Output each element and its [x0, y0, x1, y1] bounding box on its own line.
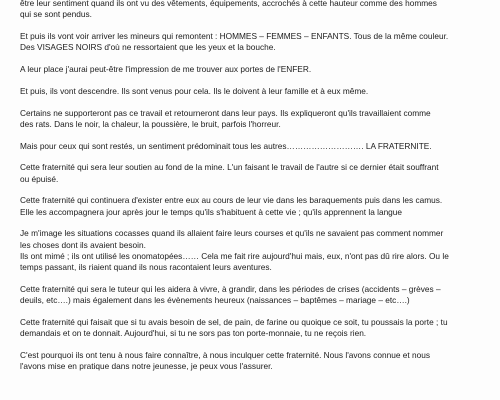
paragraph	[20, 141, 492, 152]
text-line: A leur place j'aurai peut-être l'impression de me trouver aux portes de l'ENFER.	[20, 64, 312, 74]
text-line: C'est pourquoi ils ont tenu à nous faire connaître, à nous inculquer cette fraternité. Nous l'avons connue et nous	[20, 349, 430, 360]
paragraph	[20, 284, 492, 306]
paragraph	[20, 64, 492, 75]
paragraph	[20, 317, 492, 339]
paragraph	[20, 0, 492, 20]
text-line: Et puis, ils vont descendre. Ils sont venus pour cela. Ils le doivent à leur famille et à eux même.	[20, 85, 369, 96]
paragraph	[20, 350, 492, 372]
text-line: Je m'image les situations cocasses quand ils allaient faire leurs courses et qu'ils ne savaient pas comment nommer	[20, 228, 444, 239]
text-line: temps passant, ils riaient quand ils nous racontaient leurs aventures.	[20, 262, 272, 272]
text-line: deuils, etc….) mais également dans les évènements heureux (naissances – baptêmes – mariage – etc….)	[20, 295, 410, 305]
text-line: qui se sont pendus.	[20, 9, 92, 20]
text-line: demandais et on te donnait. Aujourd'hui, si tu ne sors pas ton porte-monnaie, tu ne reçois rien.	[20, 328, 367, 338]
paragraph	[20, 86, 492, 97]
text-line: Cette fraternité qui faisait que si tu avais besoin de sel, de pain, de farine ou quoique ce soit, tu poussais la porte ; tu	[20, 316, 448, 327]
paragraph	[20, 108, 492, 130]
text-line: les choses dont ils avaient besoin.	[20, 239, 146, 250]
paragraph	[20, 195, 492, 217]
text-line: ou épuisé.	[20, 173, 59, 184]
text-line: être leur sentiment quand ils ont vu des vêtements, équipements, accrochés à cette hauteur comme des hommes	[20, 0, 437, 8]
text-line: Cette fraternité qui sera leur soutien au fond de la mine. L'un faisant le travail de l'autre si ce dernier était souffrant	[20, 162, 439, 173]
text-line: Ils ont mimé ; ils ont utilisé les onomatopées…… Cela me fait rire aujourd'hui mais, eux, n'ont pas dû rire alors. Ou le	[20, 250, 449, 261]
paragraph	[20, 162, 492, 184]
text-line: Et puis ils vont voir arriver les mineurs qui remontent : HOMMES – FEMMES – ENFANTS. Tous de la même couleur.	[20, 31, 449, 41]
text-line: Des VISAGES NOIRS d'où ne ressortaient que les yeux et la bouche.	[20, 42, 276, 53]
text-line: Cette fraternité qui sera le tuteur qui les aidera à vivre, à grandir, dans les périodes de crises (accidents – grèves –	[20, 283, 441, 294]
text-line: l'avons mise en pratique dans notre jeunesse, je peux vous l'assurer.	[20, 361, 273, 371]
paragraph	[20, 228, 492, 273]
text-line: des rats. Dans le noir, la chaleur, la poussière, le bruit, parfois l'horreur.	[20, 118, 281, 129]
text-line: Mais pour ceux qui sont restés, un sentiment prédominait tous les autres………………………. LA FRATERNITE.	[20, 140, 432, 151]
paragraph	[20, 31, 492, 53]
text-line: Elle les accompagnera jour après jour le temps qu'ils s'habituent à cette vie ; qu'ils apprennent la langue	[20, 206, 403, 217]
text-line: Cette fraternité qui continuera d'exister entre eux au cours de leur vie dans les baraquements puis dans les camus.	[20, 195, 443, 206]
text-line: Certains ne supporteront pas ce travail et retourneront dans leur pays. Ils expliqueront qu'ils travaillaient comme	[20, 107, 431, 118]
document-body	[20, 0, 492, 383]
